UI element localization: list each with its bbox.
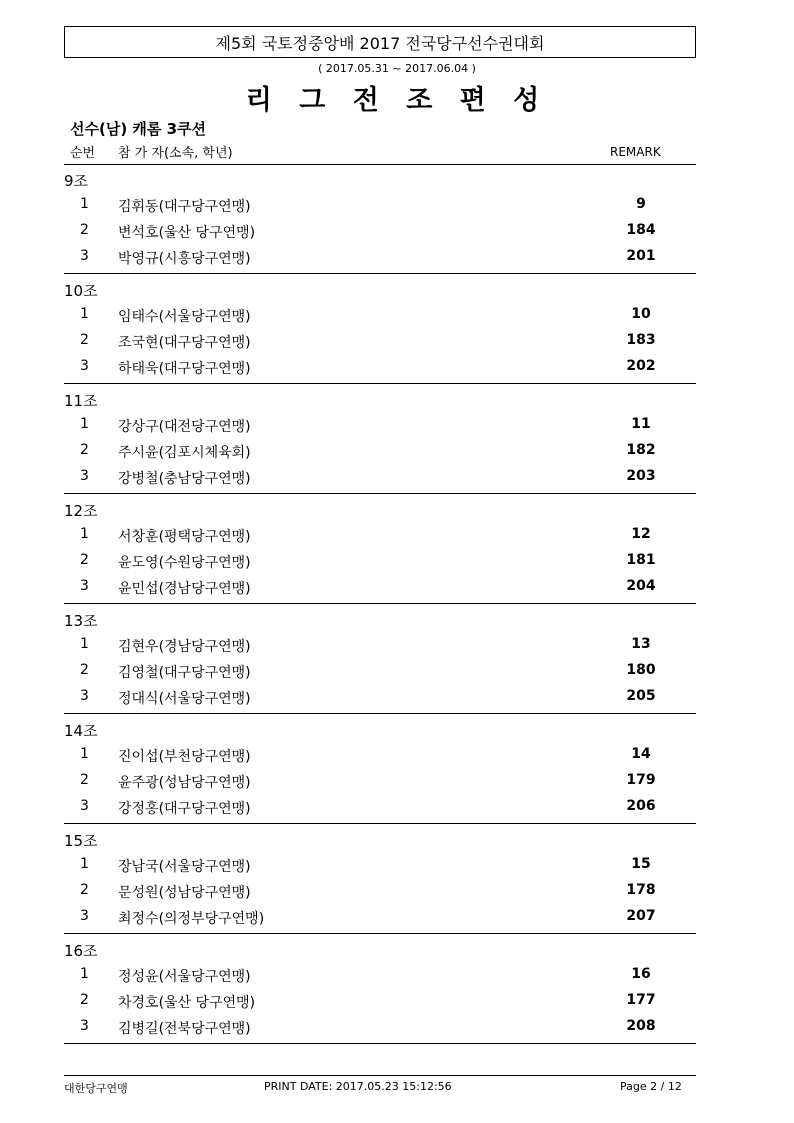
section-label: 선수(남) 캐롬 3쿠션 <box>70 120 207 138</box>
table-row <box>64 442 696 466</box>
participant-name: 윤민섭(경남당구연맹) <box>118 581 251 597</box>
group-name: 11조 <box>64 392 98 410</box>
remark-value: 12 <box>631 526 651 542</box>
remark-value: 207 <box>626 908 656 924</box>
group-name: 16조 <box>64 942 98 960</box>
row-seq: 1 <box>80 416 89 432</box>
table-row <box>64 746 696 770</box>
table-row <box>64 636 696 660</box>
row-seq: 2 <box>80 442 89 458</box>
remark-value: 208 <box>626 1018 656 1034</box>
table-row <box>64 332 696 356</box>
group-list <box>64 164 696 1044</box>
group-section <box>64 384 696 494</box>
participant-name: 진이섭(부천당구연맹) <box>118 749 251 765</box>
participant-name: 조국현(대구당구연맹) <box>118 335 251 351</box>
remark-value: 181 <box>626 552 656 568</box>
participant-name: 정대식(서울당구연맹) <box>118 691 251 707</box>
remark-value: 183 <box>626 332 656 348</box>
table-row <box>64 772 696 796</box>
table-row <box>64 992 696 1016</box>
remark-value: 180 <box>626 662 656 678</box>
participant-name: 김현우(경남당구연맹) <box>118 639 251 655</box>
table-row <box>64 882 696 906</box>
participant-name: 서창훈(평택당구연맹) <box>118 529 251 545</box>
remark-value: 184 <box>626 222 656 238</box>
table-row <box>64 552 696 576</box>
participant-name: 김휘동(대구당구연맹) <box>118 199 251 215</box>
table-row <box>64 306 696 330</box>
group-section <box>64 164 696 274</box>
footer-divider <box>64 1075 696 1076</box>
row-seq: 1 <box>80 966 89 982</box>
group-section <box>64 494 696 604</box>
participant-name: 윤도영(수원당구연맹) <box>118 555 251 571</box>
participant-name: 주시윤(김포시체육회) <box>118 445 251 461</box>
remark-value: 202 <box>626 358 656 374</box>
row-seq: 3 <box>80 1018 89 1034</box>
participant-name: 장남국(서울당구연맹) <box>118 859 251 875</box>
row-seq: 1 <box>80 856 89 872</box>
remark-value: 177 <box>626 992 656 1008</box>
row-seq: 3 <box>80 908 89 924</box>
table-row <box>64 908 696 932</box>
row-seq: 1 <box>80 526 89 542</box>
participant-name: 차경호(울산 당구연맹) <box>118 995 256 1011</box>
remark-value: 178 <box>626 882 656 898</box>
table-row <box>64 688 696 712</box>
table-row <box>64 222 696 246</box>
footer-page-number: Page 2 / 12 <box>620 1080 682 1093</box>
row-seq: 2 <box>80 882 89 898</box>
table-row <box>64 248 696 272</box>
group-name: 15조 <box>64 832 98 850</box>
row-seq: 1 <box>80 746 89 762</box>
participant-name: 정성윤(서울당구연맹) <box>118 969 251 985</box>
competition-title-box <box>64 26 696 58</box>
remark-value: 9 <box>636 196 646 212</box>
remark-value: 201 <box>626 248 656 264</box>
row-seq: 2 <box>80 552 89 568</box>
participant-name: 김병길(전북당구연맹) <box>118 1021 251 1037</box>
group-name: 14조 <box>64 722 98 740</box>
row-seq: 2 <box>80 772 89 788</box>
participant-name: 김영철(대구당구연맹) <box>118 665 251 681</box>
column-participant-header: 참 가 자(소속, 학년) <box>118 146 233 161</box>
remark-value: 203 <box>626 468 656 484</box>
table-row <box>64 416 696 440</box>
table-row <box>64 526 696 550</box>
row-seq: 3 <box>80 358 89 374</box>
table-row <box>64 662 696 686</box>
participant-name: 최정수(의정부당구연맹) <box>118 911 265 927</box>
remark-value: 179 <box>626 772 656 788</box>
remark-value: 10 <box>631 306 651 322</box>
row-seq: 1 <box>80 306 89 322</box>
table-row <box>64 196 696 220</box>
row-seq: 2 <box>80 222 89 238</box>
remark-value: 13 <box>631 636 651 652</box>
participant-name: 강병철(충남당구연맹) <box>118 471 251 487</box>
row-seq: 2 <box>80 662 89 678</box>
group-name: 9조 <box>64 172 89 190</box>
remark-value: 14 <box>631 746 651 762</box>
remark-value: 15 <box>631 856 651 872</box>
row-seq: 3 <box>80 248 89 264</box>
table-row <box>64 468 696 492</box>
document-title: 리 그 전 조 편 성 <box>245 85 549 116</box>
participant-name: 윤주광(성남당구연맹) <box>118 775 251 791</box>
remark-value: 205 <box>626 688 656 704</box>
participant-name: 하태욱(대구당구연맹) <box>118 361 251 377</box>
participant-name: 강상구(대전당구연맹) <box>118 419 251 435</box>
group-section <box>64 714 696 824</box>
row-seq: 1 <box>80 636 89 652</box>
table-row <box>64 966 696 990</box>
participant-name: 문성원(성남당구연맹) <box>118 885 251 901</box>
group-section <box>64 274 696 384</box>
row-seq: 3 <box>80 578 89 594</box>
group-name: 13조 <box>64 612 98 630</box>
table-row <box>64 358 696 382</box>
date-range: ( 2017.05.31 ~ 2017.06.04 ) <box>318 62 476 75</box>
table-row <box>64 578 696 602</box>
table-row <box>64 798 696 822</box>
table-row <box>64 1018 696 1042</box>
group-section <box>64 934 696 1044</box>
participant-name: 변석호(울산 당구연맹) <box>118 225 256 241</box>
participant-name: 임태수(서울당구연맹) <box>118 309 251 325</box>
column-remark-header: REMARK <box>610 145 661 159</box>
row-seq: 3 <box>80 688 89 704</box>
group-section <box>64 824 696 934</box>
column-seq-header: 순번 <box>70 146 96 161</box>
group-section <box>64 604 696 714</box>
remark-value: 204 <box>626 578 656 594</box>
group-name: 12조 <box>64 502 98 520</box>
participant-name: 박영규(시흥당구연맹) <box>118 251 251 267</box>
competition-title: 제5회 국토정중앙배 2017 전국당구선수권대회 <box>215 33 545 53</box>
footer-print-date: PRINT DATE: 2017.05.23 15:12:56 <box>264 1080 452 1093</box>
row-seq: 3 <box>80 798 89 814</box>
row-seq: 2 <box>80 332 89 348</box>
participant-name: 강정홍(대구당구연맹) <box>118 801 251 817</box>
footer-organization: 대한당구연맹 <box>64 1082 128 1095</box>
row-seq: 3 <box>80 468 89 484</box>
row-seq: 1 <box>80 196 89 212</box>
column-header <box>64 142 696 165</box>
row-seq: 2 <box>80 992 89 1008</box>
remark-value: 182 <box>626 442 656 458</box>
group-name: 10조 <box>64 282 98 300</box>
remark-value: 16 <box>631 966 651 982</box>
table-row <box>64 856 696 880</box>
remark-value: 206 <box>626 798 656 814</box>
remark-value: 11 <box>631 416 651 432</box>
